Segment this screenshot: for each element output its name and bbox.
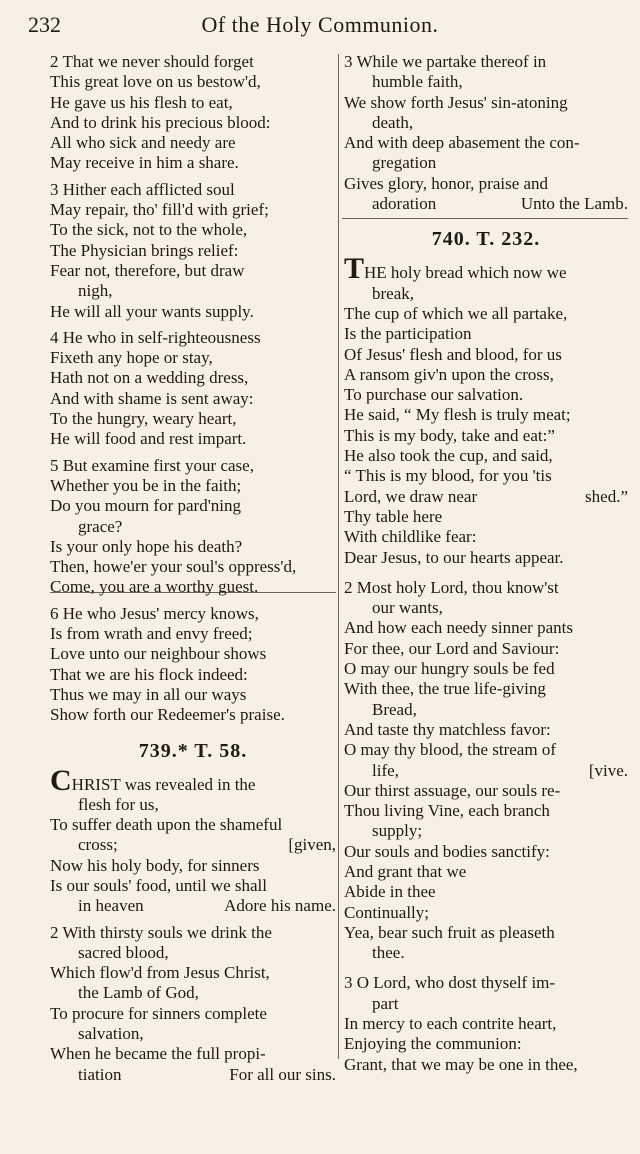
verse-line: part bbox=[372, 993, 399, 1013]
verse-line: our wants, bbox=[372, 598, 443, 618]
running-title: Of the Holy Communion. bbox=[201, 12, 439, 37]
verse-line: He will food and rest impart. bbox=[50, 429, 247, 449]
verse-line: For thee, our Lord and Saviour: bbox=[344, 638, 560, 658]
verse-line: With thee, the true life-giving bbox=[344, 679, 546, 699]
verse-line: gregation bbox=[372, 153, 437, 173]
verse-line: To purchase our salvation. bbox=[344, 385, 524, 405]
verse bbox=[50, 456, 336, 598]
verse-line: Bread, bbox=[372, 699, 417, 719]
verse-line: Do you mourn for pard'ning bbox=[50, 496, 241, 516]
verse-line: Come, you are a worthy guest. bbox=[50, 577, 259, 597]
verse bbox=[50, 604, 336, 726]
verse-line: In mercy to each contrite heart, bbox=[344, 1014, 557, 1034]
verse-line: A ransom giv'n upon the cross, bbox=[344, 364, 554, 384]
line-part: [given, bbox=[288, 835, 336, 855]
verse-line: Is our souls' food, until we shall bbox=[50, 875, 267, 895]
verse-line: humble faith, bbox=[372, 72, 463, 92]
first-line: HRIST was revealed in the bbox=[71, 774, 256, 794]
verse-line: 4 He who in self-righteousness bbox=[50, 327, 261, 347]
verse-line: To the hungry, weary heart, bbox=[50, 409, 237, 429]
verse-line: Hath not on a wedding dress, bbox=[50, 368, 249, 388]
verse-line: sacred blood, bbox=[78, 942, 169, 962]
verse-line: To the sick, not to the whole, bbox=[50, 220, 248, 240]
verse-line: 2 With thirsty souls we drink the bbox=[50, 922, 272, 942]
verse-line: Now his holy body, for sinners bbox=[50, 855, 260, 875]
verse-line: Fixeth any hope or stay, bbox=[50, 348, 213, 368]
verse-line bbox=[344, 761, 628, 781]
verse-line: He said, “ My flesh is truly meat; bbox=[344, 405, 571, 425]
verse-line: Enjoying the communion: bbox=[344, 1034, 522, 1054]
verse-line bbox=[50, 896, 336, 916]
verse-line: All who sick and needy are bbox=[50, 133, 236, 153]
verse-line: thee. bbox=[372, 943, 405, 963]
verse-line: O may thy blood, the stream of bbox=[344, 740, 556, 760]
line-part: For all our sins. bbox=[229, 1064, 336, 1084]
verse-line: He also took the cup, and said, bbox=[344, 446, 553, 466]
verse-line: grace? bbox=[78, 516, 123, 536]
verse-line: salvation, bbox=[78, 1024, 144, 1044]
verse-line bbox=[344, 487, 628, 507]
verse-line: Whether you be in the faith; bbox=[50, 475, 242, 495]
verse-line: Yea, bear such fruit as pleaseth bbox=[344, 922, 555, 942]
verse-line: May receive in him a share. bbox=[50, 153, 239, 173]
verse-line: Show forth our Redeemer's praise. bbox=[50, 705, 285, 725]
right-column bbox=[344, 52, 628, 1075]
verse-line: 2 That we never should forget bbox=[50, 52, 254, 71]
verse-line: supply; bbox=[372, 821, 423, 841]
verse-line: Fear not, therefore, but draw bbox=[50, 260, 245, 280]
verse-line: death, bbox=[372, 112, 414, 132]
verse bbox=[50, 923, 336, 1085]
verse-line: And with deep abasement the con- bbox=[344, 133, 580, 153]
verse-line: “ This is my blood, for you 'tis bbox=[344, 466, 552, 486]
verse bbox=[344, 973, 628, 1074]
verse bbox=[344, 252, 628, 567]
verse-line: flesh for us, bbox=[78, 794, 159, 814]
verse-line: May repair, tho' fill'd with grief; bbox=[50, 200, 269, 220]
verse-line bbox=[50, 763, 336, 797]
verse-line bbox=[50, 1065, 336, 1085]
line-part: Adore his name. bbox=[224, 896, 336, 916]
verse-line: Is your only hope his death? bbox=[50, 536, 243, 556]
verse-line: This is my body, take and eat:” bbox=[344, 425, 555, 445]
verse-line: the Lamb of God, bbox=[78, 983, 199, 1003]
drop-cap: C bbox=[50, 763, 72, 797]
verse-line: Is from wrath and envy freed; bbox=[50, 624, 253, 644]
verse-line: 3 O Lord, who dost thyself im- bbox=[344, 973, 556, 993]
page-header bbox=[0, 12, 640, 42]
verse-line: And with shame is sent away: bbox=[50, 388, 254, 408]
verse bbox=[50, 328, 336, 450]
verse-line: Dear Jesus, to our hearts appear. bbox=[344, 547, 564, 567]
page-number: 232 bbox=[28, 12, 61, 37]
verse-line: That we are his flock indeed: bbox=[50, 664, 248, 684]
verse-line: Thus we may in all our ways bbox=[50, 684, 247, 704]
verse-line: 2 Most holy Lord, thou know'st bbox=[344, 577, 559, 597]
line-part: [vive. bbox=[588, 760, 628, 780]
verse-line: Thou living Vine, each branch bbox=[344, 801, 550, 821]
verse-line: When he became the full propi- bbox=[50, 1044, 266, 1064]
verse-line: break, bbox=[372, 283, 415, 303]
line-part: adoration bbox=[372, 194, 437, 214]
line-part: in heaven bbox=[78, 896, 144, 916]
verse bbox=[344, 578, 628, 964]
hymn-heading: 739.* T. 58. bbox=[138, 739, 248, 762]
hymn-heading: 740. T. 232. bbox=[431, 228, 541, 251]
line-part: shed.” bbox=[585, 486, 628, 506]
verse-line bbox=[344, 252, 628, 286]
verse bbox=[50, 763, 336, 917]
verse-line: 3 Hither each afflicted soul bbox=[50, 179, 235, 199]
verse-line: Then, howe'er your soul's oppress'd, bbox=[50, 557, 297, 577]
verse bbox=[50, 180, 336, 322]
verse-line: 5 But examine first your case, bbox=[50, 455, 254, 475]
verse-line: The cup of which we all partake, bbox=[344, 303, 568, 323]
verse-line: Is the participation bbox=[344, 324, 472, 344]
line-part: tiation bbox=[78, 1064, 122, 1084]
verse bbox=[344, 52, 628, 214]
verse-line: And grant that we bbox=[344, 861, 467, 881]
verse-line: And taste thy matchless favor: bbox=[344, 719, 551, 739]
verse-line bbox=[50, 835, 336, 855]
verse bbox=[50, 52, 336, 174]
verse-line: Love unto our neighbour shows bbox=[50, 644, 267, 664]
verse-line: With childlike fear: bbox=[344, 527, 477, 547]
line-part: Lord, we draw near bbox=[344, 486, 478, 506]
verse-line: Thy table here bbox=[344, 506, 443, 526]
column-divider bbox=[338, 54, 339, 1059]
verse-line: Gives glory, honor, praise and bbox=[344, 173, 549, 193]
verse-line: O may our hungry souls be fed bbox=[344, 659, 555, 679]
verse-line: Continually; bbox=[344, 902, 429, 922]
left-column bbox=[50, 52, 336, 1085]
verse-line: Abide in thee bbox=[344, 882, 436, 902]
verse-line: Of Jesus' flesh and blood, for us bbox=[344, 344, 562, 364]
verse-line: The Physician brings relief: bbox=[50, 240, 239, 260]
first-line: HE holy bread which now we bbox=[364, 263, 567, 283]
verse-line: He gave us his flesh to eat, bbox=[50, 92, 233, 112]
line-part: Unto the Lamb. bbox=[520, 194, 628, 214]
verse-line: nigh, bbox=[78, 281, 113, 301]
line-part: life, bbox=[372, 760, 399, 780]
line-part: cross; bbox=[78, 835, 118, 855]
verse-line: 6 He who Jesus' mercy knows, bbox=[50, 603, 259, 623]
verse-line: Our thirst assuage, our souls re- bbox=[344, 780, 561, 800]
verse-line: He will all your wants supply. bbox=[50, 301, 254, 321]
drop-cap: T bbox=[344, 252, 365, 286]
verse-line: This great love on us bestow'd, bbox=[50, 72, 261, 92]
verse-line: Which flow'd from Jesus Christ, bbox=[50, 963, 270, 983]
verse-line: To suffer death upon the shameful bbox=[50, 815, 283, 835]
verse-line: And to drink his precious blood: bbox=[50, 112, 271, 132]
verse-line: To procure for sinners complete bbox=[50, 1003, 267, 1023]
verse-line: Our souls and bodies sanctify: bbox=[344, 841, 550, 861]
verse-line: 3 While we partake thereof in bbox=[344, 52, 547, 71]
verse-line: Grant, that we may be one in thee, bbox=[344, 1054, 578, 1074]
verse-line bbox=[344, 194, 628, 214]
verse-line: And how each needy sinner pants bbox=[344, 618, 573, 638]
verse-line: We show forth Jesus' sin-atoning bbox=[344, 92, 568, 112]
